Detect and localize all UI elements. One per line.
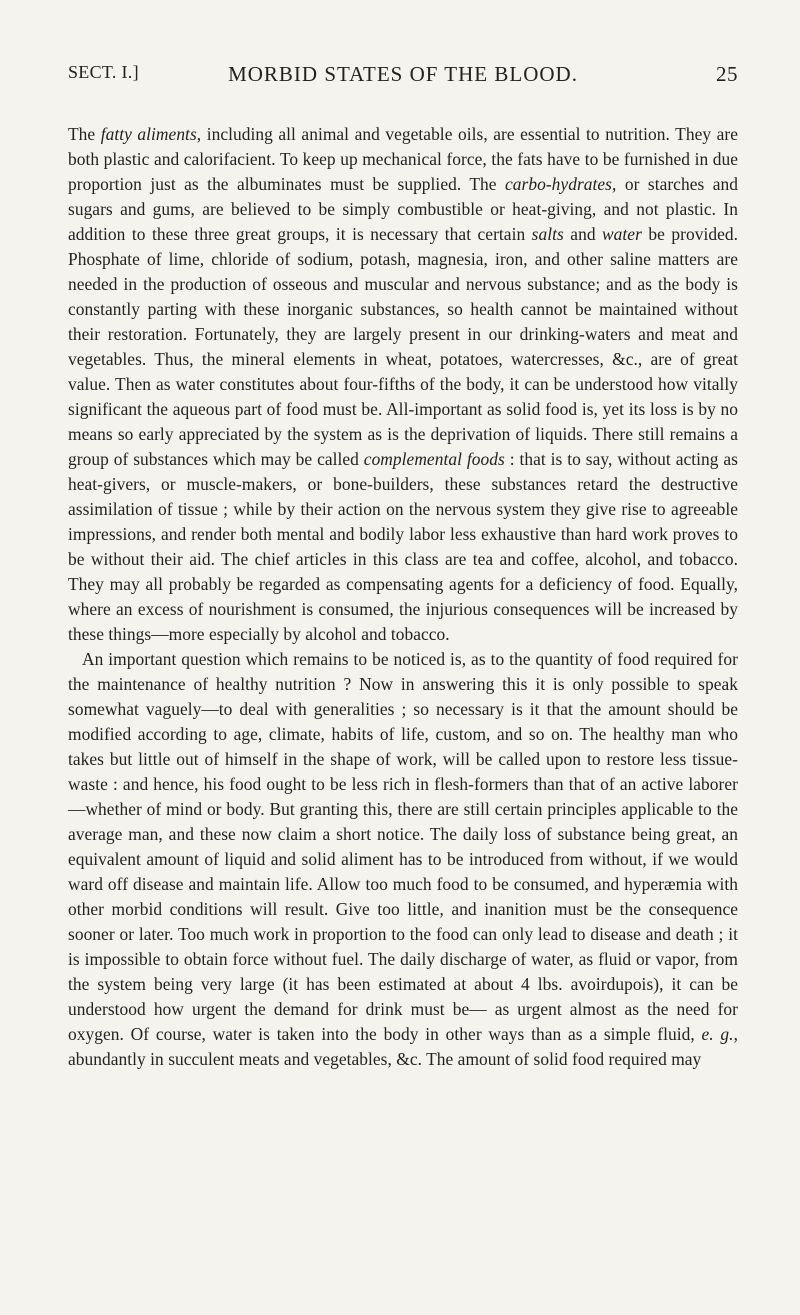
page-number: 25 [716,62,738,86]
section-marker: SECT. I.] [68,62,139,82]
running-head [68,62,738,92]
paragraph: An important question which remains to be noticed is, as to the quantity of food required for the maintenance of healthy nutrition ? Now in answering this it is only possible to speak somewhat vaguely—to deal with generalities ; so necessary is it that the amount should be modified according to age, climate, habits of life, custom, and so on. The healthy man who takes but little out of himself in the shape of work, will be called upon to restore less tissue-waste : and hence, his food ought to be less rich in flesh-formers than that of an active laborer—whether of mind or body. But granting this, there are still certain principles applicable to the average man, and these now claim a short notice. The daily loss of substance being great, an equivalent amount of liquid and solid aliment has to be introduced from without, if we would ward off disease and maintain life. Allow too much food to be consumed, and hyperæmia with other morbid conditions will result. Give too little, and inanition must be the consequence sooner or later. Too much work in proportion to the food can only lead to disease and death ; it is impossible to obtain force without fuel. The daily discharge of water, as fluid or vapor, from the system being very large (it has been estimated at about 4 lbs. avoirdupois), it can be understood how urgent the demand for drink must be— as urgent almost as the need for oxygen. Of course, water is taken into the body in other ways than as a simple fluid, e. g., abundantly in succulent meats and vegetables, &c. The amount of solid food required may [68,649,738,1069]
paragraph: The fatty aliments, including all animal and vegetable oils, are essential to nutrition. They are both plastic and calorifacient. To keep up mechanical force, the fats have to be furnished in due proportion just as the albuminates must be supplied. The carbo-hydrates, or starches and sugars and gums, are believed to be simply combustible or heat-giving, and not plastic. In addition to these three great groups, it is necessary that certain salts and water be provided. Phosphate of lime, chloride of sodium, potash, magnesia, iron, and other saline matters are needed in the production of osseous and muscular and nervous substance; and as the body is constantly parting with these inorganic substances, so health cannot be maintained without their restoration. Fortunately, they are largely present in our drinking-waters and meat and vegetables. Thus, the mineral elements in wheat, potatoes, watercresses, &c., are of great value. Then as water constitutes about four-fifths of the body, it can be understood how vitally significant the aqueous part of food must be. All-important as solid food is, yet its loss is by no means so early appreciated by the system as is the deprivation of liquids. There still remains a group of substances which may be called complemental foods : that is to say, without acting as heat-givers, or muscle-makers, or bone-builders, these substances retard the destructive assimilation of tissue ; while by their action on the nervous system they give rise to agreeable impressions, and render both mental and bodily labor less exhaustive than hard work proves to be without their aid. The chief articles in this class are tea and coffee, alcohol, and tobacco. They may all probably be regarded as compensating agents for a deficiency of food. Equally, where an excess of nourishment is consumed, the injurious consequences will be increased by these things—more especially by alcohol and tobacco. [68,124,739,644]
body-text [68,122,738,1072]
page-title: MORBID STATES OF THE BLOOD. [228,62,578,86]
